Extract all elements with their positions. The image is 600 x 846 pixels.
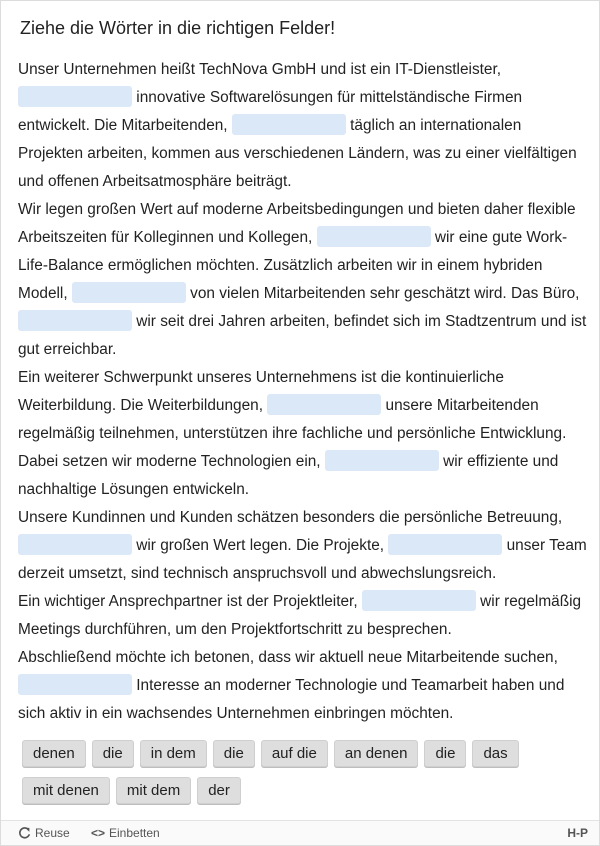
cloze-paragraph xyxy=(18,56,588,728)
drop-zone-2[interactable] xyxy=(232,114,346,135)
h5p-logo: H-P xyxy=(567,826,588,840)
draggable-word[interactable]: die xyxy=(92,740,134,767)
draggable-word[interactable]: mit dem xyxy=(116,777,191,804)
drop-zone-8[interactable] xyxy=(18,534,132,555)
paragraph-text-segment: täglich an internationalen Projekten arbeiten, kommen aus verschiedenen Ländern, was zu einer vielfältigen und offenen Arbeitsatmosphäre beiträgt. Wir legen großen Wert auf moderne Arbeitsbedingungen und bieten daher flexible Arbeitszeiten für Kolleginnen und Kollegen, xyxy=(18,117,577,246)
paragraph-text-segment: von vielen Mitarbeitenden sehr geschätzt wird. Das Büro, xyxy=(185,285,584,302)
paragraph-text-segment: wir effiziente und nachhaltige Lösungen entwickeln. Unsere Kundinnen und Kunden schätzen besonders die persönliche Betreuung, xyxy=(18,453,563,526)
paragraph-text-segment: unsere Mitarbeitenden regelmäßig teilnehmen, unterstützen ihre fachliche und persönliche Entwicklung. Dabei setzen wir moderne Technologien ein, xyxy=(18,397,571,470)
code-icon: <> xyxy=(91,826,106,840)
embed-label: Einbetten xyxy=(109,826,160,840)
drop-zone-7[interactable] xyxy=(325,450,439,471)
paragraph-text-segment: wir großen Wert legen. Die Projekte, xyxy=(132,537,389,554)
drop-zone-4[interactable] xyxy=(72,282,186,303)
embed-button[interactable] xyxy=(91,826,160,840)
footer-bar xyxy=(1,820,599,845)
paragraph-text-segment: wir regelmäßig Meetings durchführen, um den Projektfortschritt zu besprechen. Abschließend möchte ich betonen, dass wir aktuell neue Mitarbeitende suchen, xyxy=(18,593,582,666)
drop-zone-11[interactable] xyxy=(18,674,132,695)
draggable-word[interactable]: an denen xyxy=(334,740,419,767)
word-bank xyxy=(22,740,582,814)
draggable-word[interactable]: auf die xyxy=(261,740,328,767)
draggable-word[interactable]: in dem xyxy=(140,740,207,767)
draggable-word[interactable]: denen xyxy=(22,740,86,767)
drop-zone-3[interactable] xyxy=(317,226,431,247)
task-title: Ziehe die Wörter in die richtigen Felder! xyxy=(20,18,336,38)
draggable-word[interactable]: der xyxy=(197,777,241,804)
paragraph-text-segment: Interesse an moderner Technologie und Teamarbeit haben und sich aktiv in ein wachsendes Unternehmen einbringen möchten. xyxy=(18,677,569,722)
paragraph-text-segment: wir eine gute Work-Life-Balance ermöglichen möchten. Zusätzlich arbeiten wir in einem hybriden Modell, xyxy=(18,229,568,302)
paragraph-text-segment: unser Team derzeit umsetzt, sind technisch anspruchsvoll und abwechslungsreich. Ein wichtiger Ansprechpartner ist der Projektleiter, xyxy=(18,537,587,610)
reuse-label: Reuse xyxy=(35,826,70,840)
drop-zone-9[interactable] xyxy=(388,534,502,555)
reuse-button[interactable] xyxy=(18,826,70,840)
drop-zone-6[interactable] xyxy=(267,394,381,415)
drop-zone-5[interactable] xyxy=(18,310,132,331)
reuse-icon xyxy=(18,827,31,840)
draggable-word[interactable]: die xyxy=(213,740,255,767)
paragraph-text-segment: Unser Unternehmen heißt TechNova GmbH und ist ein IT-Dienstleister, xyxy=(18,61,506,78)
paragraph-text-segment: innovative Softwarelösungen für mittelständische Firmen entwickelt. Die Mitarbeitenden, xyxy=(18,89,527,134)
draggable-word[interactable]: die xyxy=(424,740,466,767)
draggable-word[interactable]: mit denen xyxy=(22,777,110,804)
drop-zone-10[interactable] xyxy=(362,590,476,611)
paragraph-text-segment: wir seit drei Jahren arbeiten, befindet sich im Stadtzentrum und ist gut erreichbar. Ein weiterer Schwerpunkt unseres Unternehmens ist die kontinuierliche Weiterbildung. Die Weiterbildungen, xyxy=(18,313,587,414)
drop-zone-1[interactable] xyxy=(18,86,132,107)
draggable-word[interactable]: das xyxy=(472,740,518,767)
